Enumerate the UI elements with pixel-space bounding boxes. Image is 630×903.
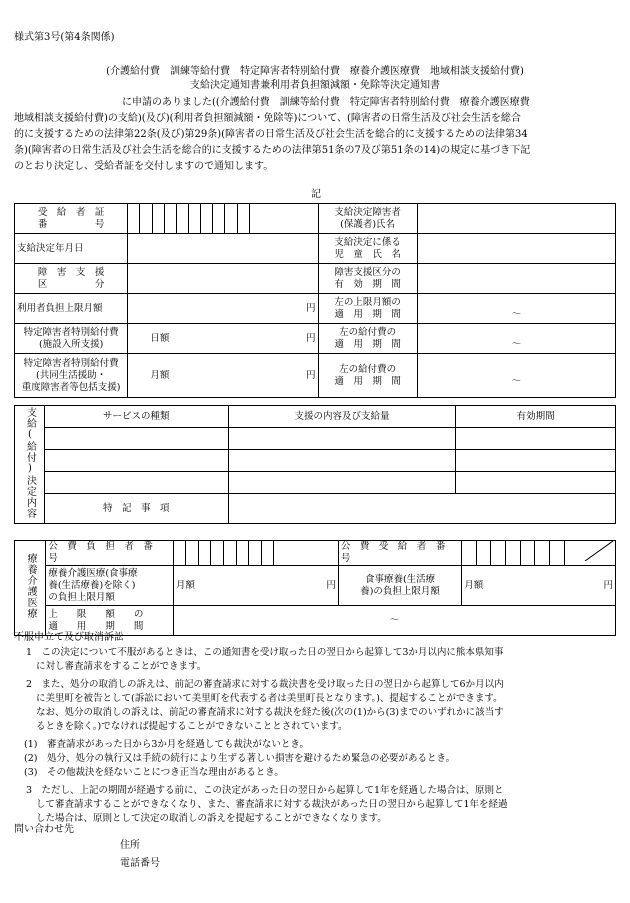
form-number: 様式第3号(第4条関係)	[14, 32, 115, 43]
remarks-field[interactable]	[228, 494, 615, 524]
service-table	[14, 405, 616, 524]
digit-cell[interactable]	[237, 204, 249, 234]
col-valid-period: 有効期間	[456, 406, 616, 428]
service-cell[interactable]	[228, 428, 456, 450]
digit-cell[interactable]	[164, 204, 176, 234]
col-service-type: サービスの種類	[44, 406, 228, 428]
appeal-item-2: (2) 処分、処分の執行又は手続の続行により生ずる著しい損害を避けるため緊急の必要があるとき。	[24, 753, 456, 764]
medical-side-label: 療養介護医療	[15, 541, 46, 636]
appeal-heading: 不服申立て及び取消訴訟	[14, 632, 124, 643]
digit-cell[interactable]	[491, 541, 506, 566]
slash-cell	[564, 541, 615, 566]
medical-table	[14, 540, 616, 636]
cap-period-label: 左の上限月額の 適 用 期 間	[318, 294, 417, 324]
appeal-p3-b: して審査請求することができなくなり、また、審査請求に対する裁決があった日の翌日から起算して1年を経過	[36, 799, 508, 810]
meal-cap-field[interactable]: 月額 円	[462, 566, 616, 606]
special-benefit-group-label: 特定障害者特別給付費 (共同生活援助・ 重度障害者等包括支援)	[15, 354, 128, 398]
medical-cap-field[interactable]: 月額 円	[173, 566, 338, 606]
benefit-period-label-2: 左の給付費の 適 用 期 間	[318, 354, 417, 398]
upper-limit-period-field[interactable]: ～	[173, 606, 615, 636]
title-line-2: 支給決定通知書兼利用者負担額減額・免除等決定通知書	[190, 80, 440, 91]
digit-cell[interactable]	[211, 541, 224, 566]
digit-cell[interactable]	[506, 541, 521, 566]
appeal-item-3: (3) その他裁決を経ないことにつき正当な理由があるとき。	[24, 767, 284, 778]
digit-cell[interactable]	[223, 541, 236, 566]
meal-cap-label: 食事療養(生活療 養)の負担上限月額	[338, 566, 461, 606]
intro-line-1: に申請のありました((介護給付費 訓練等給付費 特定障害者特別給付費 療養介護医療費	[122, 97, 530, 108]
digit-cell[interactable]	[549, 541, 564, 566]
digit-cell[interactable]	[213, 204, 225, 234]
child-name-field[interactable]	[417, 234, 615, 264]
decision-date-label: 支給決定年月日	[15, 234, 128, 264]
service-cell[interactable]	[456, 450, 616, 472]
title-line-1: (介護給付費 訓練等給付費 特定障害者特別給付費 療養介護医療費 地域相談支援給付費)	[106, 66, 524, 77]
service-cell[interactable]	[44, 428, 228, 450]
decision-table	[14, 203, 616, 398]
digit-blank	[249, 204, 318, 234]
contact-heading: 問い合わせ先	[14, 824, 74, 835]
special-benefit-group-field[interactable]: 月額 円	[128, 354, 318, 398]
intro-paragraph	[14, 95, 622, 175]
benefit-period-field-1[interactable]: ～	[417, 324, 615, 354]
copay-cap-label: 利用者負担上限月額	[15, 294, 128, 324]
guardian-name-label: 支給決定障害者 (保護者)氏名	[318, 204, 417, 234]
intro-line-5: のとおり決定し、受給者証を交付しますので通知します。	[14, 161, 274, 172]
receiver-number-label: 公 費 受 給 者 番 号	[338, 541, 461, 566]
payer-number-label: 公 費 負 担 者 番 号	[46, 541, 174, 566]
disability-class-label: 障 害 支 援 区 分	[15, 264, 128, 294]
special-benefit-facility-label: 特定障害者特別給付費 (施設入所支援)	[15, 324, 128, 354]
digit-cell[interactable]	[520, 541, 535, 566]
digit-cell[interactable]	[236, 541, 249, 566]
service-cell[interactable]	[44, 472, 228, 494]
col-support-content: 支援の内容及び支給量	[228, 406, 456, 428]
intro-line-3: 的に支援するための法律第22条(及び)第29条)(障害者の日常生活及び社会生活を総合的に支援するための法律第34	[14, 129, 528, 140]
appeal-p2-a: 2 また、処分の取消しの訴えは、前記の審査請求に対する裁決書を受け取った日の翌日から起算して6か月以内	[26, 679, 504, 690]
appeal-p2-c: なお、処分の取消しの訴えは、前記の審査請求に対する裁決を経た後(次の(1)から(3)までのいずれかに該当す	[36, 707, 504, 718]
service-cell[interactable]	[228, 472, 456, 494]
copay-cap-field[interactable]: 円	[128, 294, 318, 324]
appeal-p2-b: に美里町を被告として(訴訟において美里町を代表する者は美里町長となります。)、提起することができます。	[36, 693, 503, 704]
disability-class-field[interactable]	[128, 264, 318, 294]
appeal-body	[26, 646, 626, 826]
appeal-p2-d: るときを除く。)でなければ提起することができないこととされています。	[36, 721, 348, 732]
upper-limit-period-label: 上 限 額 の 適 用 期 間	[46, 606, 174, 636]
cap-period-field[interactable]: ～	[417, 294, 615, 324]
appeal-p1-b: に対し審査請求をすることができます。	[36, 661, 207, 672]
contact-phone: 電話番号	[120, 858, 160, 869]
decision-date-field[interactable]	[128, 234, 318, 264]
medical-cap-label: 療養介護医療(食事療 養(生活療養)を除く) の負担上限月額	[46, 566, 174, 606]
digit-cell[interactable]	[140, 204, 152, 234]
digit-cell[interactable]	[201, 204, 213, 234]
digit-cell[interactable]	[198, 541, 211, 566]
digit-cell[interactable]	[476, 541, 491, 566]
contact-address: 住所	[120, 840, 140, 851]
diagonal-slash	[565, 541, 613, 561]
digit-cell[interactable]	[189, 204, 201, 234]
benefit-period-label-1: 左の給付費の 適 用 期 間	[318, 324, 417, 354]
service-cell[interactable]	[44, 450, 228, 472]
benefit-period-field-2[interactable]: ～	[417, 354, 615, 398]
disability-validity-label: 障害支援区分の 有 効 期 間	[318, 264, 417, 294]
service-cell[interactable]	[228, 450, 456, 472]
digit-cell[interactable]	[261, 541, 274, 566]
child-name-label: 支給決定に係る 児 童 氏 名	[318, 234, 417, 264]
ki-label: 記	[311, 189, 321, 200]
digit-cell[interactable]	[176, 204, 188, 234]
intro-line-4: 条)(障害者の日常生活及び社会生活を総合的に支援するための法律第51条の7及び第51条の14)の規定に基づき下記	[14, 145, 531, 156]
digit-cell[interactable]	[128, 204, 140, 234]
digit-cell[interactable]	[535, 541, 550, 566]
recipient-number-label: 受 給 者 証 番 号	[15, 204, 128, 234]
service-side-label: 支給(給付)決定内容	[15, 406, 45, 524]
digit-cell[interactable]	[462, 541, 477, 566]
digit-cell[interactable]	[186, 541, 199, 566]
disability-validity-field[interactable]	[417, 264, 615, 294]
appeal-p3-a: 3 ただし、上記の期間が経過する前に、この決定があった日の翌日から起算して1年を経過した場合は、原則と	[26, 785, 504, 796]
intro-line-2: 地域相談支援給付費)の支給)(及び)(利用者負担額減額・免除等)について、(障害者の日常生活及び社会生活を総合	[14, 113, 521, 124]
digit-cell[interactable]	[173, 541, 186, 566]
remarks-label: 特 記 事 項	[44, 494, 228, 524]
appeal-item-1: (1) 審査請求があった日から3か月を経過しても裁決がないとき。	[24, 739, 310, 750]
digit-cell[interactable]	[152, 204, 164, 234]
service-cell[interactable]	[456, 472, 616, 494]
special-benefit-facility-field[interactable]: 日額 円	[128, 324, 318, 354]
appeal-p3-c: した場合は、原則として決定の取消しの訴えを提起することができなくなります。	[36, 813, 387, 824]
service-cell[interactable]	[456, 428, 616, 450]
digit-cell[interactable]	[249, 541, 262, 566]
guardian-name-field[interactable]	[417, 204, 615, 234]
digit-blank	[274, 541, 339, 566]
digit-cell[interactable]	[225, 204, 237, 234]
appeal-p1-a: 1 この決定について不服があるときは、この通知書を受け取った日の翌日から起算して3か月以内に熊本県知事	[26, 647, 504, 658]
